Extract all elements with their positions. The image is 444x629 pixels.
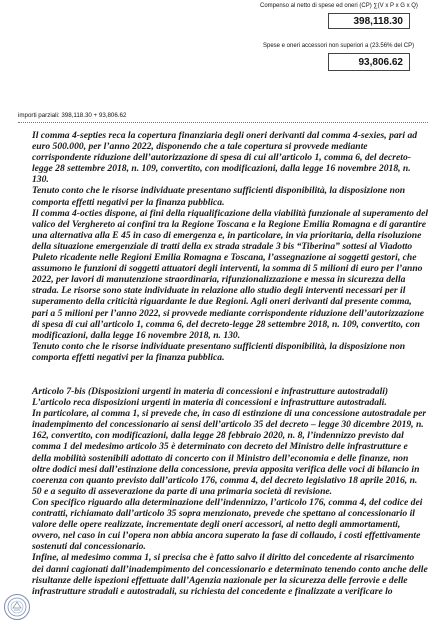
paragraph: Il comma 4-septies reca la copertura finanziaria degli oneri derivanti dal comma 4-sexies, pari ad euro 500.000, per l’anno 2022, disponendo che a tale copertura si provvede mediante corrispondente riduzione dell’autorizzazione di spesa di cui all’articolo 1, comma 6, del decreto-legge 28 settembre 2018, n. 109, convertito, con modificazioni, dalla legge 16 novembre 2018, n. 130.: [32, 130, 418, 186]
compensation-label: Compenso al netto di spese ed oneri (CP) ∑(V x P x G x Q): [260, 3, 418, 9]
paragraph: Il comma 4-octies dispone, ai fini della riqualificazione della viabilità funzionale al superamento del valico del Verghereto ai confini tra la Regione Toscana e la Regione Emilia Romagna e di garantire una alternativa alla E 45 in caso di emergenza e, in particolare, in via prioritaria, della risoluzione della situazione emergenziale di tratti della ex strada stradale 3 bis “Tiberina” sottesi al Viadotto Puleto ricadente nelle Regioni Emilia Romagna e Toscana, l’assegnazione ai soggetti gestori, che assumono le funzioni di soggetti attuatori degli interventi, la somma di 5 milioni di euro per l’anno 2022, per lavori di manutenzione straordinaria, rifunzionalizzazione e messa in sicurezza della strada. Le risorse sono state individuate in relazione allo studio degli interventi necessari per il superamento della criticità riguardante le due Regioni. Agli oneri derivanti dal presente comma, pari a 5 milioni per l’anno 2022, si provvede mediante corrispondente riduzione dell’autorizzazione di spesa di cui all’articolo 1, comma 6, del decreto-legge 28 settembre 2018, n. 109, convertito, con modificazioni, dalla legge 16 novembre 2018, n. 130.: [32, 207, 429, 341]
seal-icon: [4, 594, 30, 620]
expenses-label: Spese e oneri accessori non superiori a (23.56% del CP): [263, 43, 415, 49]
paragraph: Infine, al medesimo comma 1, si precisa che è fatto salvo il diritto del concedente al risarcimento dei danni cagionati dall’inadempimento del concessionario e determinato tenendo conto anche delle risultanze delle ispezioni effettuate dall’Agenzia nazionale per la sicurezza delle ferrovie e delle infrastrutture stradali e autostradali, su richiesta del concedente e finalizzate a verificare lo: [32, 552, 428, 597]
paragraph: Tenuto conto che le risorse individuate presentano sufficienti disponibilità, la disposizione non comporta effetti negativi per la finanza pubblica.: [32, 185, 406, 208]
separator: [18, 122, 428, 123]
paragraph: Con specifico riguardo alla determinazione dell’indennizzo, l’articolo 176, comma 4, del codice dei contratti, richiamato dall’articolo 35 sopra menzionato, prevede che spettano al concessionario il valore delle opere realizzate, incrementate degli oneri accessori, al netto degli ammortamenti, ovvero, nel caso in cui l’opera non abbia ancora superato la fase di collaudo, i costi effettivamente sostenuti dal concessionario.: [32, 496, 423, 553]
expenses-value-box: 93,806.62: [328, 53, 410, 71]
compensation-value-box: 398,118.30: [328, 13, 410, 29]
paragraph: Tenuto conto che le risorse individuate presentano sufficienti disponibilità, la disposizione non comporta effetti negativi per la finanza pubblica.: [32, 340, 406, 363]
partial-amounts: importi parziali: 398,118.30 + 93,806.62: [18, 112, 127, 119]
paragraph: L’articolo reca disposizioni urgenti in materia di concessioni e infrastrutture autostradali.: [32, 397, 387, 409]
article-heading: Articolo 7-bis (Disposizioni urgenti in materia di concessioni e infrastrutture autostradali): [32, 386, 389, 397]
body-section-1: [32, 130, 428, 363]
body-section-2: [32, 386, 428, 597]
paragraph: In particolare, al comma 1, si prevede che, in caso di estinzione di una concessione autostradale per inadempimento del concessionario ai sensi dell’articolo 35 del decreto – legge 30 dicembre 2019, n. 162, convertito, con modificazioni, dalla legge 28 febbraio 2020, n. 8, l’indennizzo previsto dal comma 1 del medesimo articolo 35 è determinato con decreto del Ministro delle infrastrutture e della mobilità sostenibili adottato di concerto con il Ministro dell’economia e delle finanze, non oltre dodici mesi dall’estinzione della concessione, previa apposita verifica delle voci di bilancio in coerenza con quanto previsto dall’articolo 176, comma 4, del decreto legislativo 18 aprile 2016, n. 50 e a seguito di asseverazione da parte di una primaria società di revisione.: [32, 408, 427, 497]
